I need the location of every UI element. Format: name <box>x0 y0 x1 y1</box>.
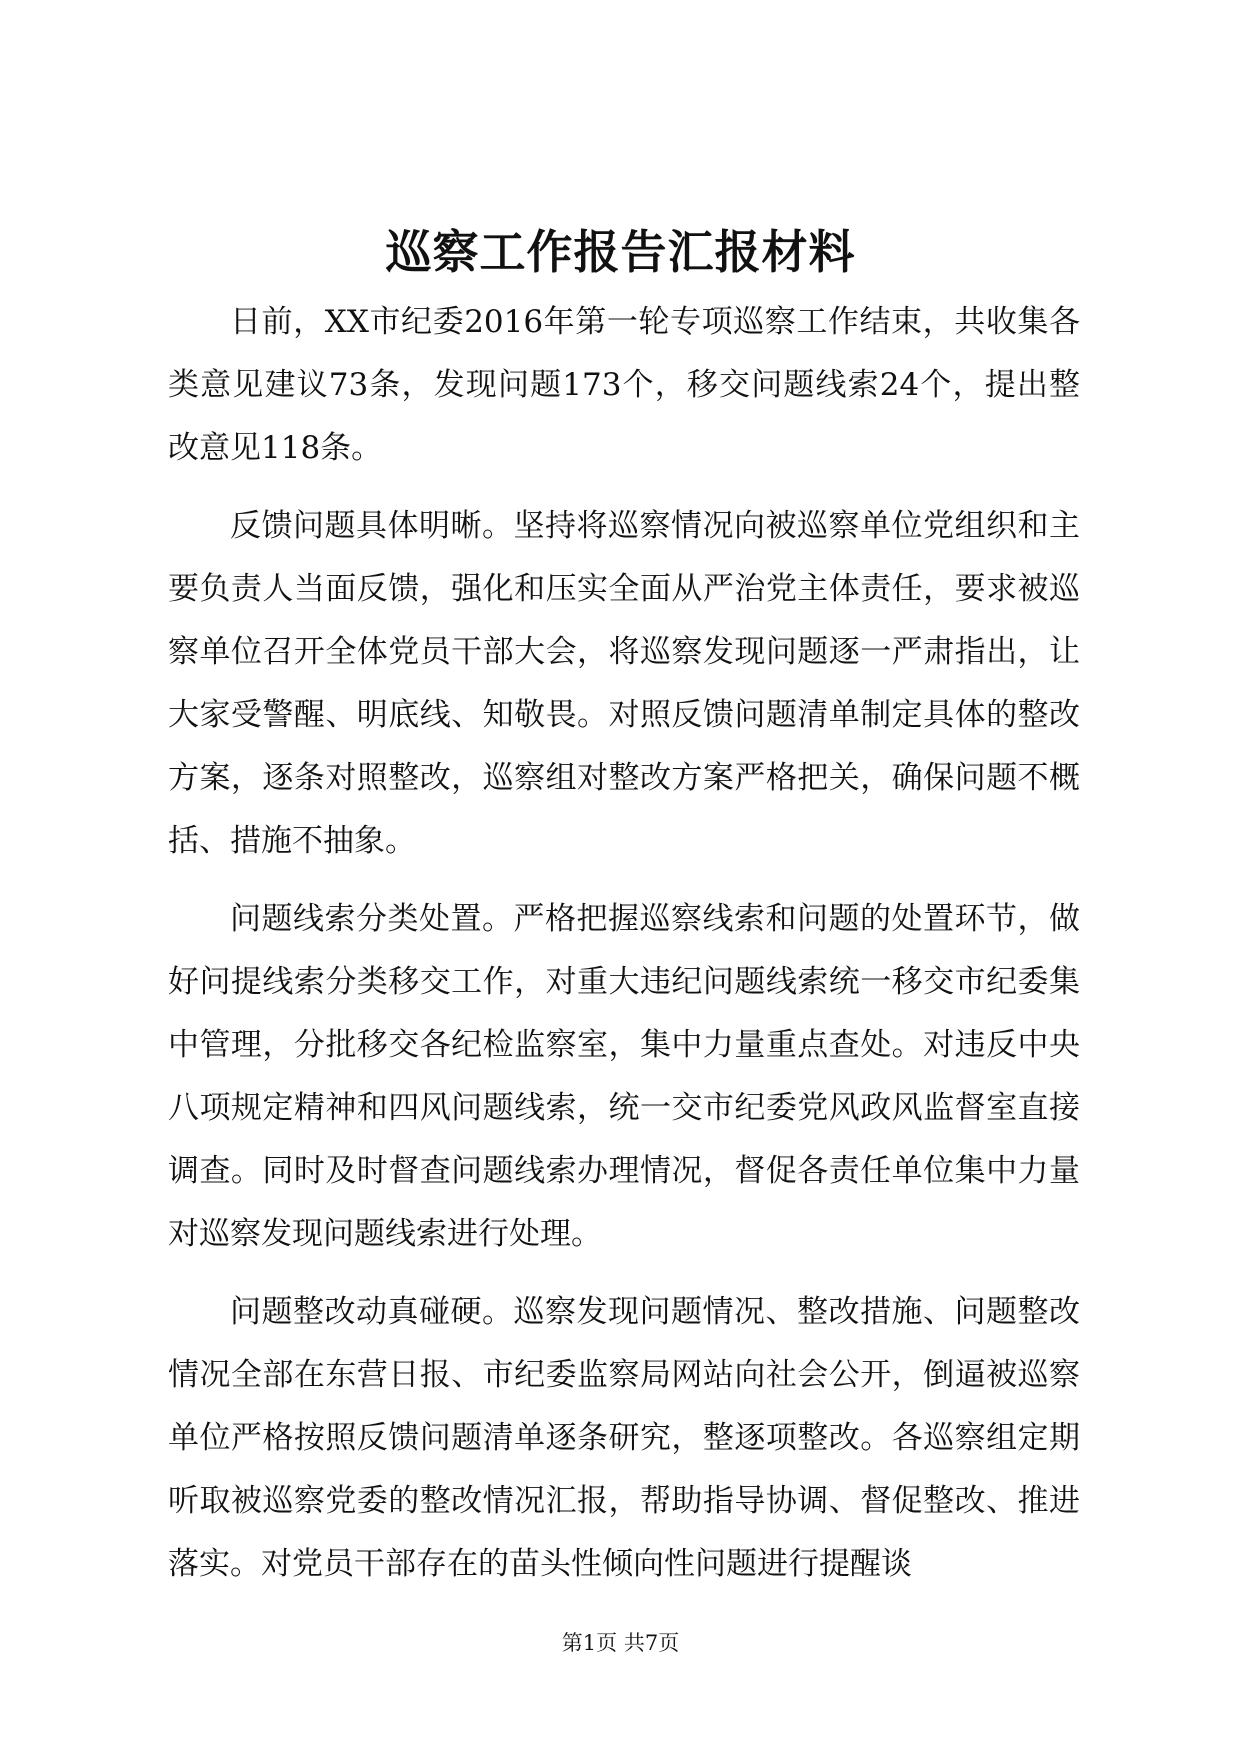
paragraph-intro: 日前，XX市纪委2016年第一轮专项巡察工作结束，共收集各类意见建议73条，发现问题173个，移交问题线索24个，提出整改意见118条。 <box>168 304 1080 466</box>
document-body <box>168 291 1080 1596</box>
page-footer: 第1页 共7页 <box>561 1631 680 1655</box>
document-title: 巡察工作报告汇报材料 <box>385 225 856 279</box>
paragraph-rectification: 问题整改动真碰硬。巡察发现问题情况、整改措施、问题整改情况全部在东营日报、市纪委监察局网站向社会公开，倒逼被巡察单位严格按照反馈问题清单逐条研究，整逐项整改。各巡察组定期听取被巡察党委的整改情况汇报，帮助指导协调、督促整改、推进落实。对党员干部存在的苗头性倾向性问题进行提醒谈 <box>168 1294 1080 1582</box>
paragraph-feedback: 反馈问题具体明晰。坚持将巡察情况向被巡察单位党组织和主要负责人当面反馈，强化和压实全面从严治党主体责任，要求被巡察单位召开全体党员干部大会，将巡察发现问题逐一严肃指出，让大家受警醒、明底线、知敬畏。对照反馈问题清单制定具体的整改方案，逐条对照整改，巡察组对整改方案严格把关，确保问题不概括、措施不抽象。 <box>168 508 1080 859</box>
paragraph-clue-handling: 问题线索分类处置。严格把握巡察线索和问题的处置环节，做好问提线索分类移交工作，对重大违纪问题线索统一移交市纪委集中管理，分批移交各纪检监察室，集中力量重点查处。对违反中央八项规定精神和四风问题线索，统一交市纪委党风政风监督室直接调查。同时及时督查问题线索办理情况，督促各责任单位集中力量对巡察发现问题线索进行处理。 <box>168 901 1080 1252</box>
